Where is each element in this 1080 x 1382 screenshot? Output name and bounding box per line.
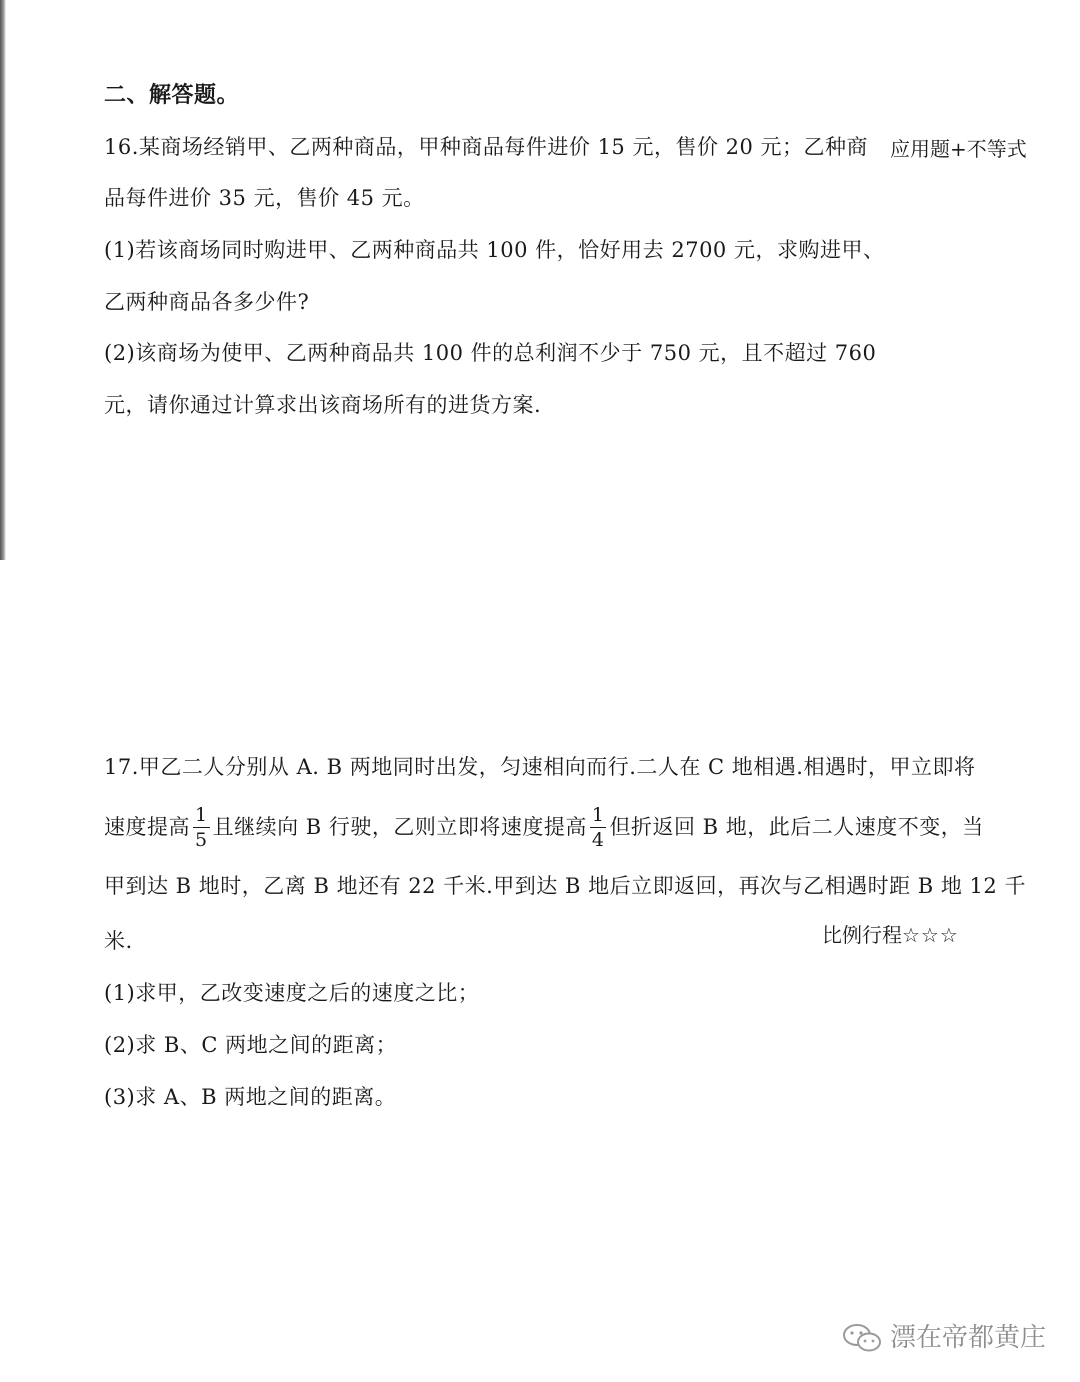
- q17-line-2-part-c: 但折返回 B 地，此后二人速度不变，当: [609, 815, 984, 839]
- fraction-one-fourth: [590, 805, 607, 850]
- q17-line-2: [104, 800, 984, 854]
- q17-topic-tag-text: 比例行程: [822, 923, 902, 947]
- fraction-denominator: 5: [195, 828, 208, 851]
- section-heading: 二、解答题。: [104, 82, 240, 108]
- q17-part-3: (3)求 A、B 两地之间的距离。: [104, 1085, 397, 1109]
- watermark-text: 漂在帝都黄庄: [890, 1323, 1047, 1353]
- fraction-numerator: 1: [195, 803, 208, 826]
- fraction-numerator: 1: [591, 803, 605, 826]
- q17-line-3: 甲到达 B 地时，乙离 B 地还有 22 千米.甲到达 B 地后立即返回，再次与乙相遇时距 B 地 12 千: [104, 874, 1026, 898]
- q17-part-1: (1)求甲，乙改变速度之后的速度之比；: [104, 981, 480, 1005]
- wechat-icon: [842, 1322, 882, 1354]
- q16-part2-line-2: 元，请你通过计算求出该商场所有的进货方案.: [104, 393, 542, 417]
- q16-part2-line-1: (2)该商场为使甲、乙两种商品共 100 件的总利润不少于 750 元，且不超过 760: [104, 341, 877, 365]
- q16-part1-line-2: 乙两种商品各多少件?: [104, 290, 310, 314]
- q16-line-2: 品每件进价 35 元，售价 45 元。: [104, 186, 425, 210]
- q16-topic-tag: 应用题+不等式: [890, 137, 1027, 161]
- q17-topic-tag: [822, 920, 959, 950]
- q17-line-2-part-a: 速度提高: [104, 815, 190, 839]
- q17-part-2: (2)求 B、C 两地之间的距离；: [104, 1033, 398, 1057]
- fraction-one-fifth: [193, 805, 210, 850]
- q17-line-1: 17.甲乙二人分别从 A. B 两地同时出发，匀速相向而行.二人在 C 地相遇.相遇时，甲立即将: [104, 755, 976, 779]
- q16-line-1: 16.某商场经销甲、乙两种商品，甲种商品每件进价 15 元，售价 20 元；乙种商: [104, 135, 869, 159]
- difficulty-stars: ☆☆☆: [902, 923, 959, 947]
- q17-line-2-part-b: 且继续向 B 行驶，乙则立即将速度提高: [212, 815, 587, 839]
- scan-edge-shadow: [0, 0, 6, 560]
- watermark: [842, 1320, 1046, 1356]
- fraction-denominator: 4: [591, 828, 605, 851]
- q17-line-4: 米.: [104, 929, 133, 953]
- q16-part1-line-1: (1)若该商场同时购进甲、乙两种商品共 100 件，恰好用去 2700 元，求购进甲、: [104, 238, 885, 262]
